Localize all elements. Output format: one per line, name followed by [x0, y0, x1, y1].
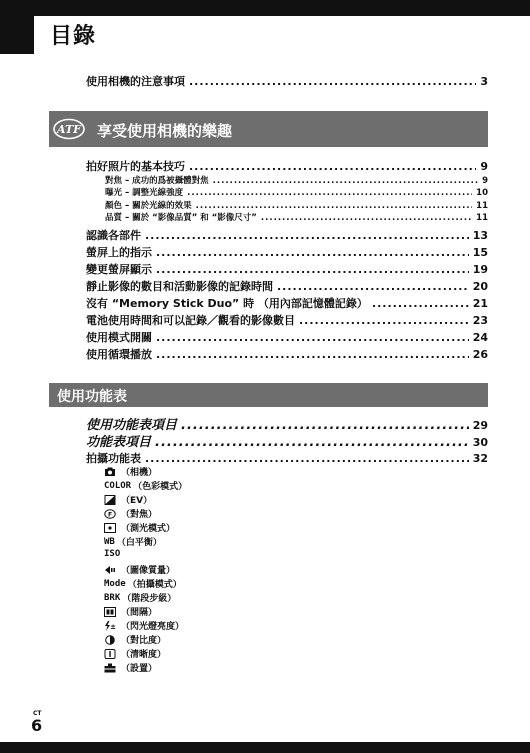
toc-entry-page: 24: [472, 331, 488, 344]
toc-subentry[interactable]: [105, 211, 488, 223]
toc-entry[interactable]: [86, 261, 488, 277]
toc-entry[interactable]: [86, 312, 488, 328]
toc-entry-precautions[interactable]: [86, 73, 488, 89]
top-bar: [0, 0, 530, 16]
page-number: 6: [31, 716, 43, 735]
option-desc: （設置）: [121, 664, 158, 674]
metering-icon: [104, 523, 116, 533]
contrast-icon: [104, 635, 116, 645]
toc-entry-label: 顏色 – 關於光線的效果: [105, 201, 192, 211]
toc-entry-page: 15: [472, 246, 488, 259]
toc-entry-page: 30: [472, 436, 488, 449]
option-code: BRK: [104, 592, 121, 603]
option-desc: （色彩模式）: [133, 482, 188, 492]
toc-entry-label: 使用循環播放: [86, 348, 152, 361]
toc-entry-label: 電池使用時間和可以記錄／觀看的影像數目: [86, 314, 295, 327]
section-header-menu: [49, 383, 488, 407]
toc-entry[interactable]: [86, 158, 488, 174]
menu-option[interactable]: [104, 507, 157, 520]
leader-dots: [156, 348, 469, 361]
toc-entry-label: 使用功能表項目: [86, 418, 178, 433]
flash-level-icon: [104, 621, 116, 631]
ev-icon: [104, 495, 116, 505]
menu-option[interactable]: [104, 493, 152, 506]
toc-entry[interactable]: [86, 244, 488, 260]
toc-entry[interactable]: [86, 278, 488, 294]
menu-option[interactable]: [104, 605, 157, 618]
toc-entry-page: 20: [472, 280, 488, 293]
toc-entry[interactable]: [86, 227, 488, 243]
leader-dots: [277, 280, 469, 293]
toc-subentry[interactable]: [105, 186, 488, 198]
toc-entry-page: 13: [472, 229, 488, 242]
toc-entry-page: 11: [476, 201, 488, 211]
toc-entry[interactable]: [86, 431, 488, 450]
toc-entry-label: 使用相機的注意事項: [86, 75, 185, 88]
toc-entry-label: 對焦 – 成功的爲被攝體對焦: [105, 176, 209, 186]
toc-entry-label: 靜止影像的數目和活動影像的記錄時間: [86, 280, 273, 293]
menu-option[interactable]: [104, 535, 162, 548]
toc-entry[interactable]: [86, 295, 488, 311]
option-code: COLOR: [104, 480, 132, 491]
option-desc: （間隔）: [121, 608, 158, 618]
option-desc: （階段步級）: [122, 594, 177, 604]
option-desc: （拍攝模式）: [127, 580, 182, 590]
footer-language-code: CT: [33, 710, 42, 717]
toc-entry-page: 3: [480, 75, 488, 88]
toc-entry-label: 認識各部件: [86, 229, 141, 242]
leader-dots: [189, 75, 476, 88]
leader-dots: [196, 201, 472, 211]
svg-text:F: F: [107, 511, 113, 518]
option-desc: （測光模式）: [121, 524, 176, 534]
section-title: 享受使用相機的樂趣: [97, 122, 233, 140]
menu-option[interactable]: [104, 619, 184, 632]
interval-icon: [104, 607, 116, 617]
menu-option[interactable]: [104, 577, 182, 590]
toc-entry-page: 9: [480, 160, 488, 173]
leader-dots: [261, 213, 472, 223]
page-title: 目錄: [50, 24, 97, 49]
toc-entry-label: 變更螢屏顯示: [86, 263, 152, 276]
menu-option[interactable]: [104, 647, 166, 660]
toc-entry-label: 曝光 – 調整光線強度: [105, 188, 184, 198]
section-header-enjoy: [49, 111, 488, 147]
toc-entry[interactable]: [86, 450, 488, 466]
menu-option[interactable]: [104, 591, 176, 604]
focus-icon: [104, 509, 116, 519]
leader-dots: [156, 263, 469, 276]
toc-entry-page: 19: [472, 263, 488, 276]
leader-dots: [145, 229, 469, 242]
toc-subentry[interactable]: [105, 199, 488, 211]
toc-entry-page: 23: [472, 314, 488, 327]
menu-option[interactable]: [104, 633, 166, 646]
sharpness-icon: [104, 649, 116, 659]
toc-entry-page: 10: [476, 188, 488, 198]
setup-icon: [104, 663, 116, 673]
toc-entry-label: 拍好照片的基本技巧: [86, 160, 185, 173]
option-desc: （清晰度）: [121, 650, 167, 660]
svg-text:ATF: ATF: [57, 123, 81, 136]
toc-entry-page: 11: [476, 213, 488, 223]
toc-entry-label: 沒有 “Memory Stick Duo” 時 （用內部記憶體記錄）: [86, 297, 368, 310]
toc-entry-label: 功能表項目: [86, 435, 152, 450]
leader-dots: [372, 297, 469, 310]
toc-entry[interactable]: [86, 329, 488, 345]
menu-option[interactable]: [104, 661, 157, 674]
toc-entry-label: 品質 – 關於 “影像品質” 和 “影像尺寸”: [105, 213, 257, 223]
option-code: WB: [104, 536, 115, 547]
corner-tab: [0, 16, 34, 54]
option-code: Mode: [104, 578, 126, 589]
image-quality-icon: [104, 565, 116, 575]
leader-dots: [299, 314, 469, 327]
option-desc: （閃光燈亮度）: [121, 622, 185, 632]
toc-entry-label: 螢屏上的指示: [86, 246, 152, 259]
leader-dots: [156, 331, 469, 344]
option-desc: （EV）: [121, 496, 153, 506]
option-desc: （相機）: [121, 468, 158, 478]
leader-dots: [213, 176, 478, 186]
leader-dots: [189, 160, 476, 173]
toc-entry-page: 32: [472, 452, 488, 465]
toc-entry[interactable]: [86, 346, 488, 362]
option-desc: （圖像質量）: [121, 566, 176, 576]
leader-dots: [156, 246, 469, 259]
toc-entry-page: 9: [482, 176, 488, 186]
toc-entry-page: 29: [472, 419, 488, 432]
toc-entry-label: 拍攝功能表: [86, 452, 141, 465]
section-tab-icon: [53, 118, 87, 140]
option-desc: （白平衡）: [116, 538, 162, 548]
option-code: ISO: [104, 549, 121, 559]
toc-entry-page: 21: [472, 297, 488, 310]
toc-entry-label: 使用模式開關: [86, 331, 152, 344]
leader-dots: [155, 435, 469, 450]
leader-dots: [145, 452, 469, 465]
section-title: 使用功能表: [57, 389, 127, 405]
svg-text:±: ±: [110, 622, 116, 631]
menu-option[interactable]: [104, 521, 175, 534]
toc-entry-page: 26: [472, 348, 488, 361]
option-desc: （對比度）: [121, 636, 167, 646]
camera-icon: [104, 467, 116, 477]
menu-option[interactable]: [104, 549, 122, 559]
leader-dots: [187, 188, 472, 198]
menu-option[interactable]: [104, 479, 187, 492]
option-desc: （對焦）: [121, 510, 158, 520]
toc-subentry[interactable]: [105, 174, 488, 186]
menu-option[interactable]: [104, 465, 157, 478]
bottom-bar: [0, 742, 530, 753]
menu-option[interactable]: [104, 563, 175, 576]
